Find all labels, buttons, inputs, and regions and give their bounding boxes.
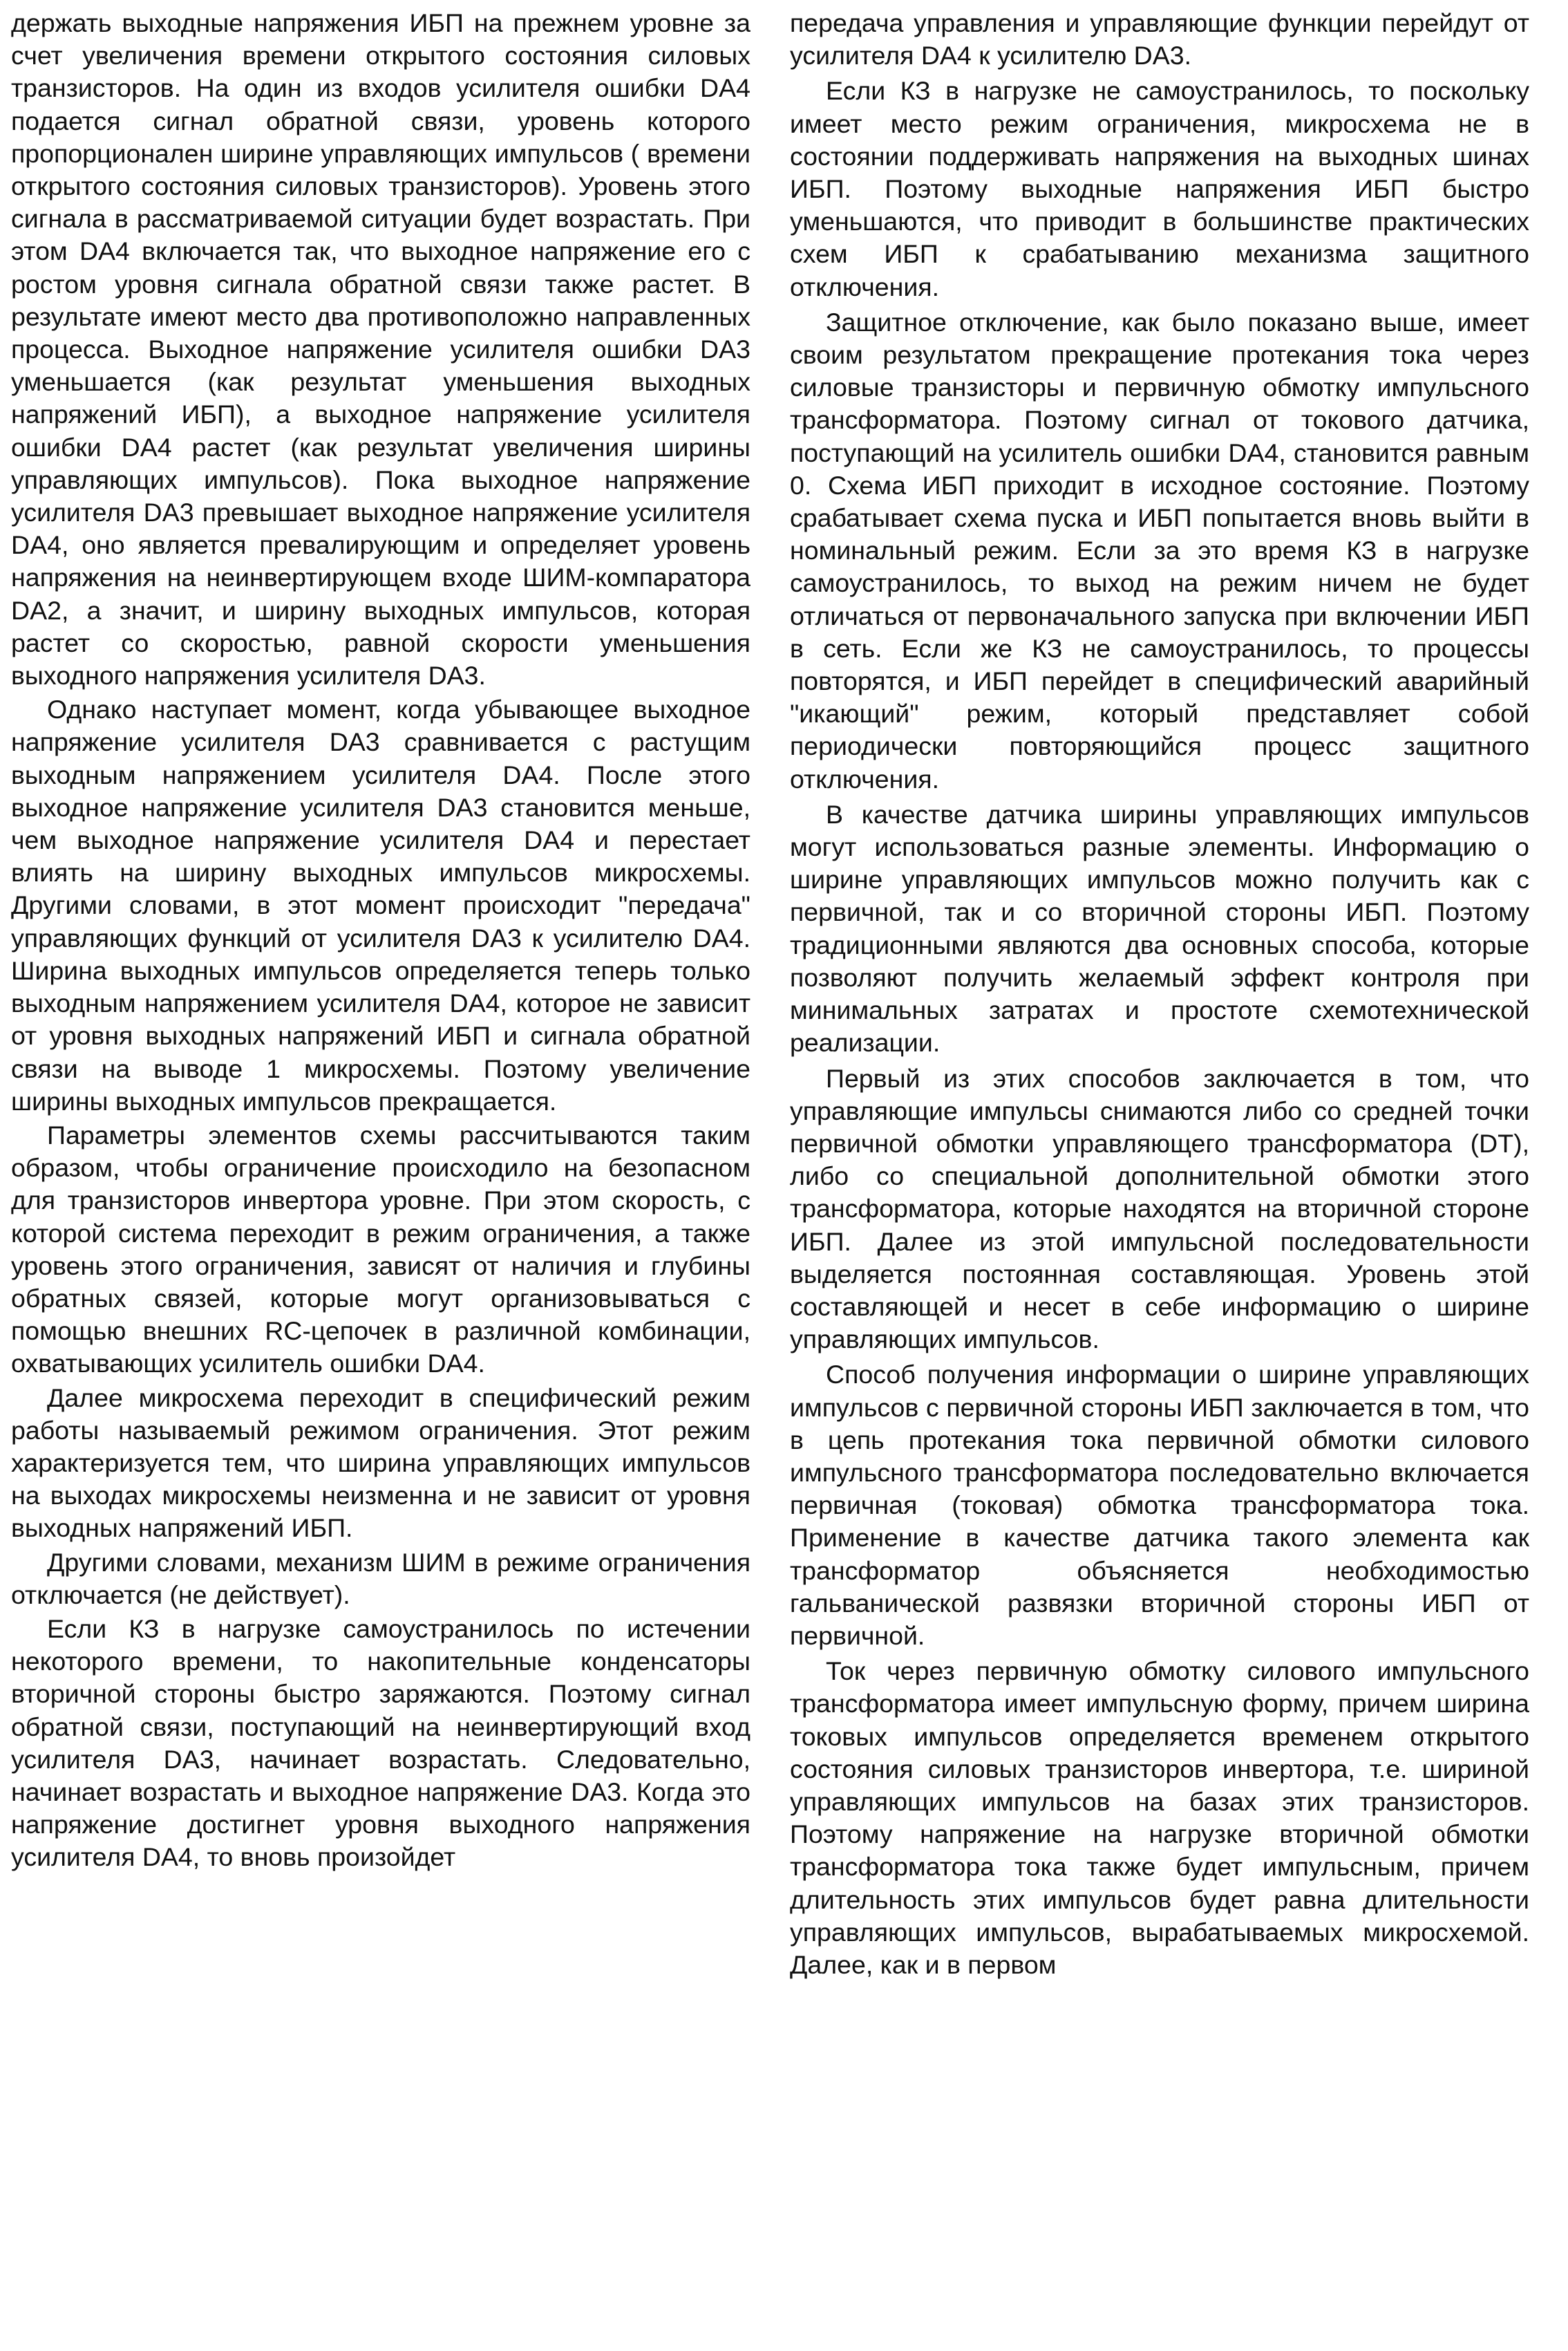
paragraph: держать выходные напряжения ИБП на прежнем уровне за счет увеличения времени открытого состояния силовых транзисторов. На один из входов усилителя ошибки DA4 подается сигнал обратной связи, уровень которого пропорционален ширине управляющих импульсов ( времени открытого состояния силовых транзисторов). Уровень этого сигнала в рассматриваемой ситуации будет возрастать. При этом DA4 включается так, что выходное напряжение его с ростом уровня сигнала обратной связи также растет. В результате имеют место два противоположно направленных процесса. Выходное напряжение усилителя ошибки DA3 уменьшается (как результат уменьшения выходных напряжений ИБП), а выходное напряжение усилителя ошибки DA4 растет (как результат увеличения ширины управляющих импульсов). Пока выходное напряжение усилителя DA3 превышает выходное напряжение усилителя DA4, оно является превалирующим и определяет уровень напряжения на неинвертирующем входе ШИМ-компаратора DA2, а значит, и ширину выходных импульсов, которая растет со скоростью, равной скорости уменьшения выходного напряжения усилителя DA3. xyxy=(11,8,750,691)
paragraph: Параметры элементов схемы рассчитываются таким образом, чтобы ограничение происходило на безопасном для транзисторов инвертора уровне. При этом скорость, с которой система переходит в режим ограничения, а также уровень этого ограничения, зависят от наличия и глубины обратных связей, которые могут организовываться с помощью внешних RC-цепочек в различной комбинации, охватывающих усилитель ошибки DA4. xyxy=(11,1120,750,1378)
paragraph: Далее микросхема переходит в специфический режим работы называемый режимом ограничения. Этот режим характеризуется тем, что ширина управляющих импульсов на выходах микросхемы неизменна и не зависит от уровня выходных напряжений ИБП. xyxy=(11,1383,750,1543)
paragraph: Ток через первичную обмотку силового импульсного трансформатора имеет импульсную форму, причем ширина токовых импульсов определяется временем открытого состояния силовых транзисторов инвертора, т.е. шириной управляющих импульсов на базах этих транзисторов. Поэтому напряжение на нагрузке вторичной обмотки трансформатора тока также будет импульсным, причем длительность этих импульсов будет равна длительности управляющих импульсов, вырабатываемых микросхемой. Далее, как и в первом xyxy=(790,1656,1529,1979)
paragraph: Способ получения информации о ширине управляющих импульсов с первичной стороны ИБП заключается в том, что в цепь протекания тока первичной обмотки силового импульсного трансформатора последовательно включается первичная (токовая) обмотка трансформатора тока. Применение в качестве датчика такого элемента как трансформатор объясняется необходимостью гальванической развязки вторичной стороны ИБП от первичной. xyxy=(790,1360,1529,1650)
left-column xyxy=(11,7,750,2351)
paragraph: передача управления и управляющие функции перейдут от усилителя DA4 к усилителю DA3. xyxy=(790,8,1529,71)
paragraph: Если КЗ в нагрузке самоустранилось по истечении некоторого времени, то накопительные конденсаторы вторичной стороны быстро заряжаются. Поэтому сигнал обратной связи, поступающий на неинвертирующий вход усилителя DA3, начинает возрастать. Следовательно, начинает возрастать и выходное напряжение DA3. Когда это напряжение достигнет уровня выходного напряжения усилителя DA4, то вновь произойдет xyxy=(11,1613,750,1872)
paragraph: Однако наступает момент, когда убывающее выходное напряжение усилителя DA3 сравнивается с растущим выходным напряжением усилителя DA4. После этого выходное напряжение усилителя DA3 становится меньше, чем выходное напряжение усилителя DA4 и перестает влиять на ширину выходных импульсов микросхемы. Другими словами, в этот момент происходит "передача" управляющих функций от усилителя DA3 к усилителю DA4. Ширина выходных импульсов определяется теперь только выходным напряжением усилителя DA4, которое не зависит от уровня выходных напряжений ИБП и сигнала обратной связи на выводе 1 микросхемы. Поэтому увеличение ширины выходных импульсов прекращается. xyxy=(11,695,750,1116)
right-column xyxy=(790,7,1529,2351)
paragraph: Первый из этих способов заключается в том, что управляющие импульсы снимаются либо со средней точки первичной обмотки управляющего трансформатора (DT), либо со специальной дополнительной обмотки этого трансформатора, которые находятся на вторичной стороне ИБП. Далее из этой импульсной последовательности выделяется постоянная составляющая. Уровень этой составляющей и несет в себе информацию о ширине управляющих импульсов. xyxy=(790,1063,1529,1354)
paragraph: В качестве датчика ширины управляющих импульсов могут использоваться разные элементы. Информацию о ширине управляющих импульсов можно получить как с первичной, так и со вторичной стороны ИБП. Поэтому традиционными являются два основных способа, которые позволяют получить желаемый эффект контроля при минимальных затратах и простоте схемотехнической реализации. xyxy=(790,799,1529,1058)
paragraph: Другими словами, механизм ШИМ в режиме ограничения отключается (не действует). xyxy=(11,1547,750,1609)
paragraph: Если КЗ в нагрузке не самоустранилось, то поскольку имеет место режим ограничения, микросхема не в состоянии поддерживать напряжения на выходных шинах ИБП. Поэтому выходные напряжения ИБП быстро уменьшаются, что приводит в большинстве практических схем ИБП к срабатыванию механизма защитного отключения. xyxy=(790,76,1529,301)
paragraph: Защитное отключение, как было показано выше, имеет своим результатом прекращение протекания тока через силовые транзисторы и первичную обмотку импульсного трансформатора. Поэтому сигнал от токового датчика, поступающий на усилитель ошибки DA4, становится равным 0. Схема ИБП приходит в исходное состояние. Поэтому срабатывает схема пуска и ИБП попытается вновь выйти в номинальный режим. Если за это время КЗ в нагрузке самоустранилось, то выход на режим ничем не будет отличаться от первоначального запуска при включении ИБП в сеть. Если же КЗ не самоустранилось, то процессы повторятся, и ИБП перейдет в специфический аварийный "икающий" режим, который представляет собой периодически повторяющийся процесс защитного отключения. xyxy=(790,307,1529,794)
